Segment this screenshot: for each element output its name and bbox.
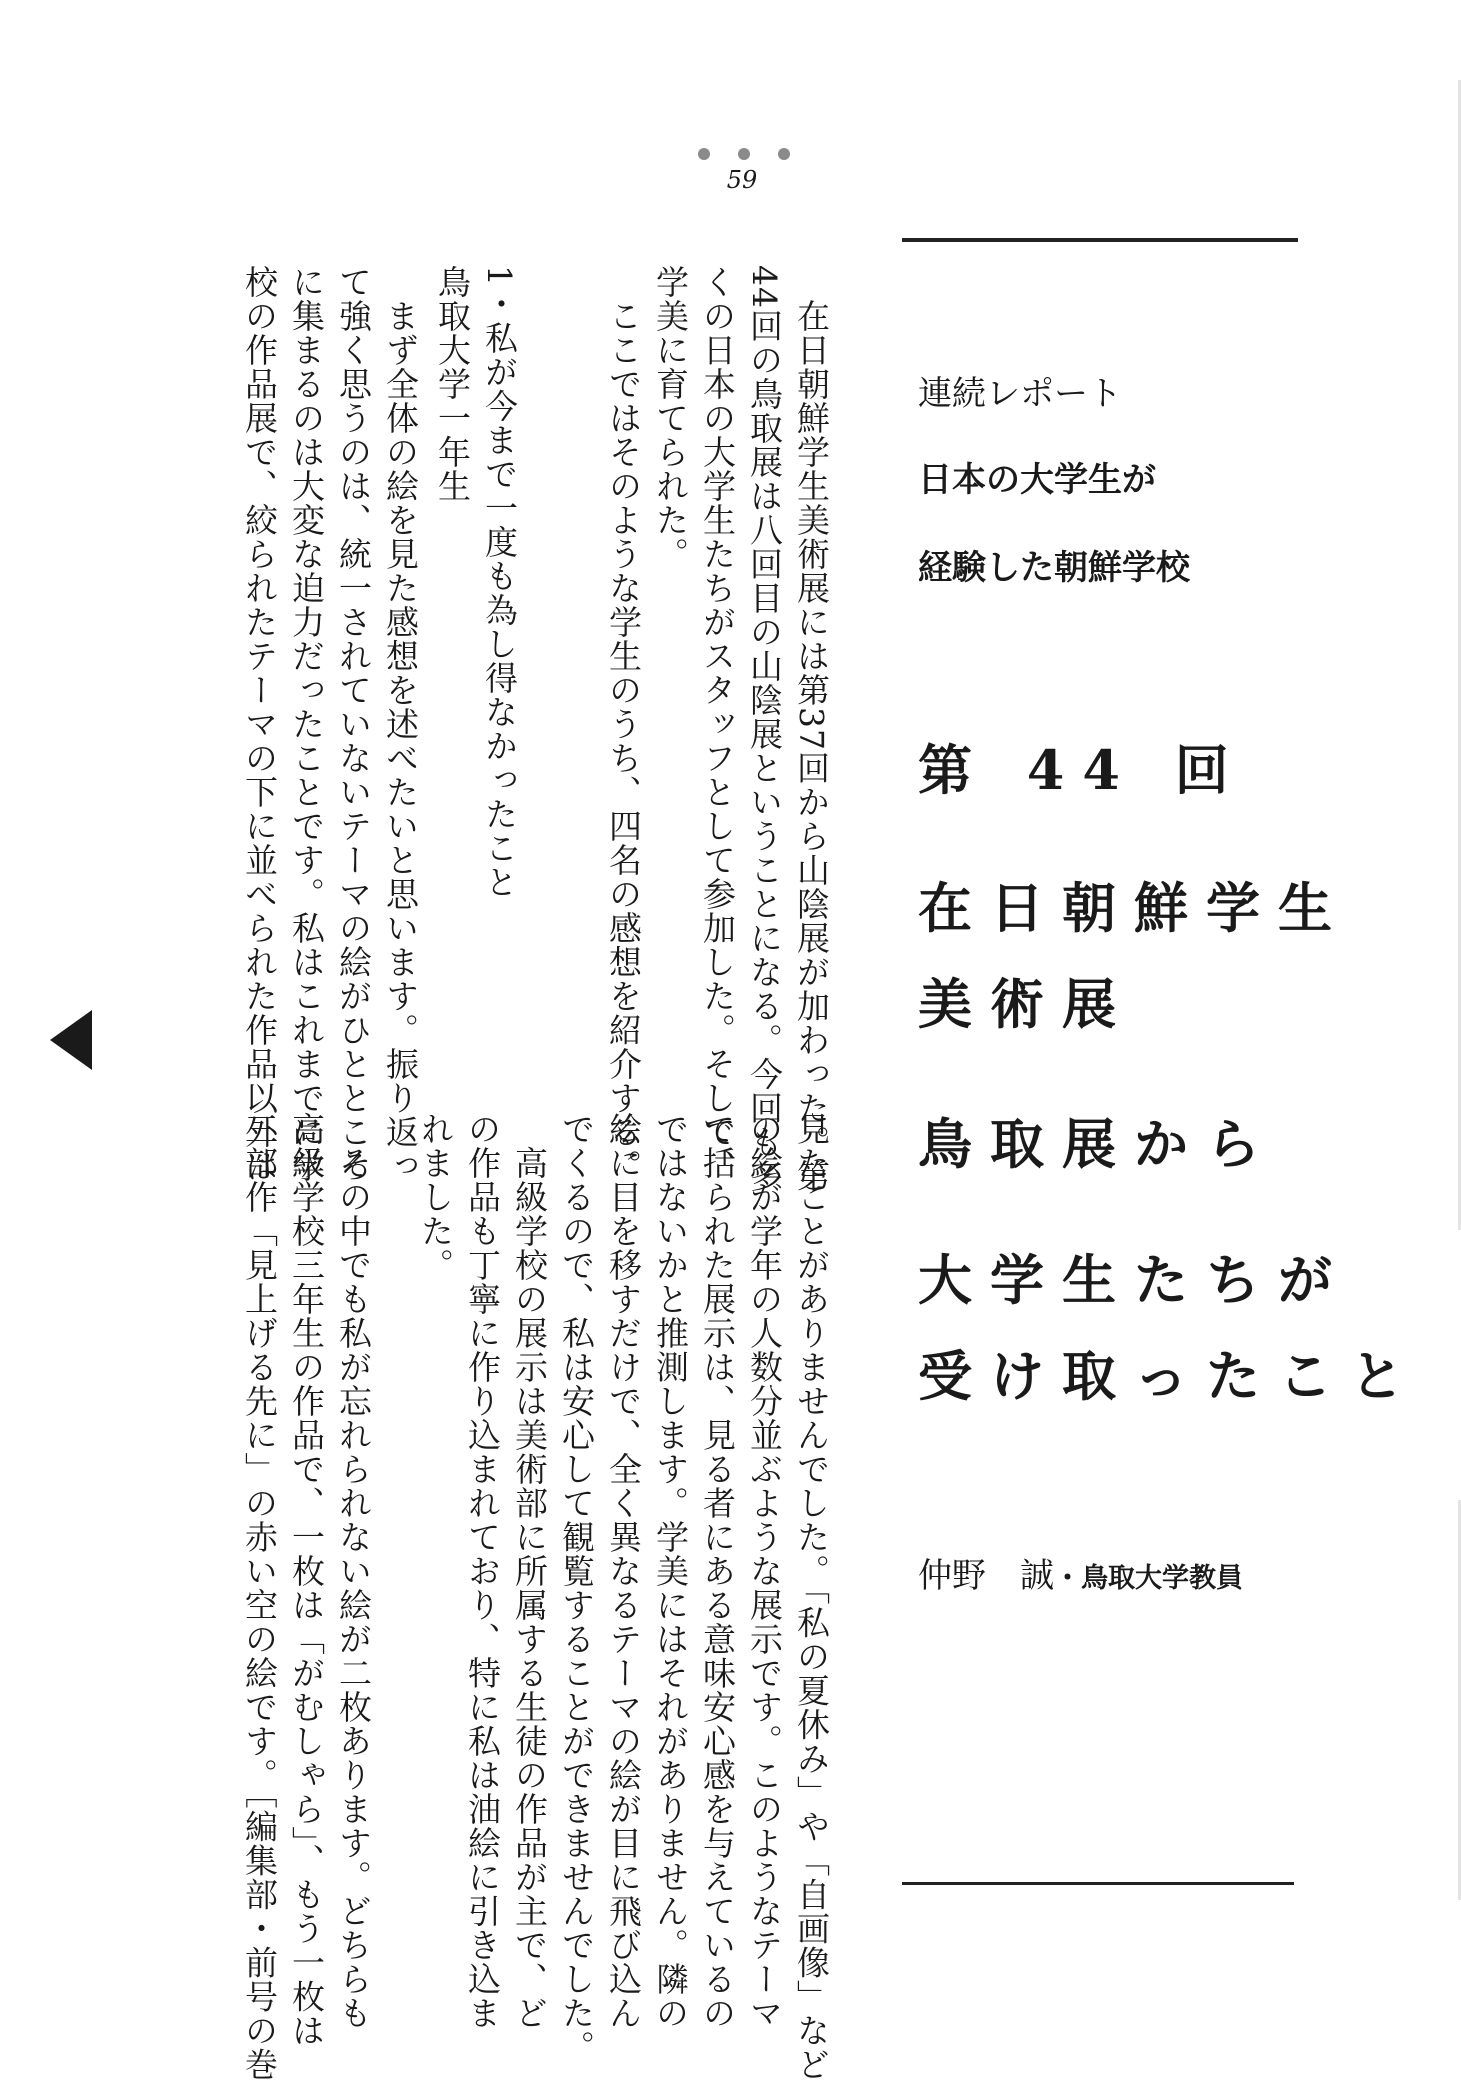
- section-author: 鳥取大学一年生: [433, 265, 472, 503]
- title-bottom-rule: [902, 1882, 1294, 1885]
- page-number-dots: [690, 148, 800, 162]
- text-column: くの日本の大学生たちがスタッフとして参加した。そして、: [698, 265, 737, 1183]
- subtitle-line-2: 経験した朝鮮学校: [918, 548, 1190, 588]
- text-column: 高級学校三年生の作品で、一枚は「がむしゃら」、もう一枚は: [287, 1112, 326, 2048]
- text-column: の絵が学年の人数分並ぶような展示です。このようなテーマ: [745, 1112, 784, 2030]
- text-column: で括られた展示は、見る者にある意味安心感を与えているの: [698, 1112, 737, 2030]
- main-title-line-5: 大学生たちが: [918, 1248, 1350, 1312]
- text-column: 校の作品展で、絞られたテーマの下に並べられた作品以外は: [240, 265, 279, 1183]
- left-arrow-icon[interactable]: [50, 1010, 92, 1070]
- text-column: 絵に目を移すだけで、全く異なるテーマの絵が目に飛び込ん: [604, 1112, 643, 2030]
- text-column: 高級学校の展示は美術部に所属する生徒の作品が主で、ど: [510, 1112, 549, 2030]
- text-column: の作品も丁寧に作り込まれており、特に私は油絵に引き込ま: [463, 1112, 502, 2030]
- main-title-line-4: 鳥取展から: [918, 1112, 1278, 1176]
- section-heading: 1・私が今まで一度も為し得なかったこと: [480, 265, 519, 899]
- text-column: 44回の鳥取展は八回目の山陰展ということになる。今回も多: [745, 265, 784, 1193]
- text-column: 学美に育てられた。: [651, 265, 690, 571]
- author-affiliation: ・鳥取大学教員: [1054, 1563, 1243, 1594]
- main-title-line-1: 第 44 回: [918, 738, 1247, 802]
- page-number: 59: [726, 166, 758, 194]
- text-column: まず全体の絵を見た感想を述べたいと思います。振り返っ: [381, 265, 420, 1183]
- text-column: 三部作「見上げる先に」の赤い空の絵です。［編集部・前号の巻: [240, 1112, 279, 2082]
- main-title-line-6: 受け取ったこと: [918, 1344, 1422, 1408]
- text-column: れました。: [416, 1112, 455, 1282]
- text-column: て強く思うのは、統一されていないテーマの絵がひとところ: [334, 265, 373, 1183]
- series-label: 連続レポート: [918, 374, 1122, 414]
- text-column: 在日朝鮮学生美術展には第37回から山陰展が加わった。第: [792, 265, 831, 1193]
- subtitle-line-1: 日本の大学生が: [918, 460, 1156, 500]
- author-line: [918, 1548, 1243, 1597]
- title-top-rule: [902, 238, 1298, 242]
- text-column: その中でも私が忘れられない絵が二枚あります。どちらも: [334, 1112, 373, 2030]
- text-column: でくるので、私は安心して観覧することができませんでした。: [557, 1112, 596, 2064]
- text-column: ではないかと推測します。学美にはそれがありません。隣の: [651, 1112, 690, 2030]
- text-column: 見たことがありませんでした。「私の夏休み」や「自画像」など: [792, 1112, 831, 2082]
- main-title-line-2: 在日朝鮮学生: [918, 876, 1350, 940]
- author-name: 仲野 誠: [918, 1556, 1054, 1596]
- text-column: ここではそのような学生のうち、四名の感想を紹介する。: [604, 265, 643, 1183]
- main-title-line-3: 美術展: [918, 972, 1134, 1036]
- text-column: に集まるのは大変な迫力だったことです。私はこれまでに学: [287, 265, 326, 1183]
